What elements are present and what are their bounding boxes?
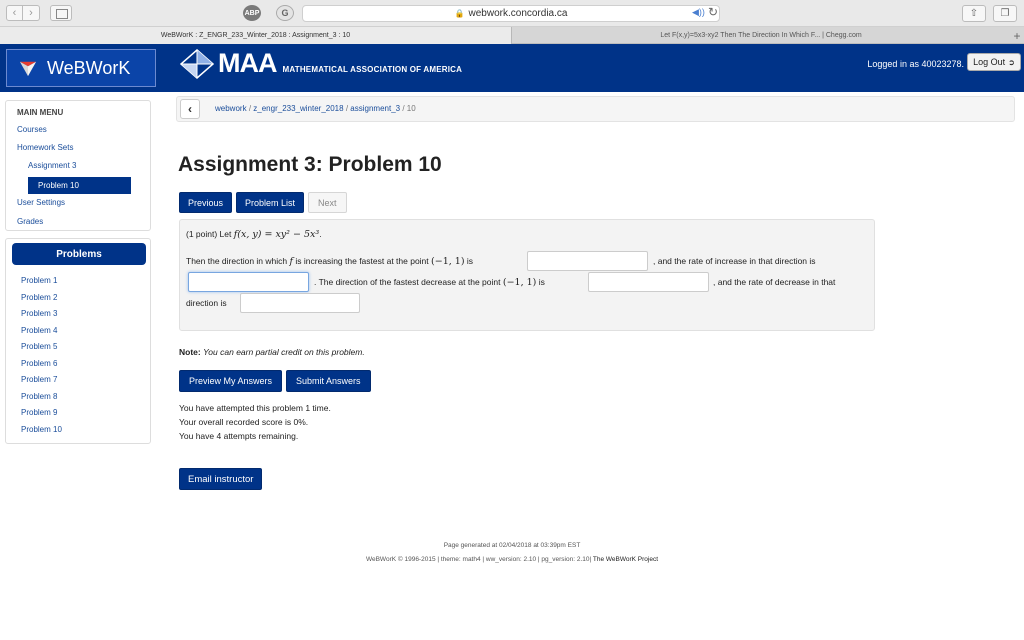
webwork-logo-icon	[19, 59, 37, 77]
problems-header: Problems	[12, 243, 146, 265]
breadcrumb	[176, 96, 1015, 122]
problem-link-4[interactable]: Problem 4	[21, 326, 58, 335]
problem-point: (−1, 1)	[502, 277, 537, 288]
answer-increase-direction[interactable]	[527, 251, 648, 271]
problem-list-button[interactable]: Problem List	[236, 192, 304, 213]
browser-toolbar	[0, 0, 1024, 27]
preview-answers-button[interactable]: Preview My Answers	[179, 370, 282, 392]
maa-logo[interactable]	[180, 48, 462, 79]
page-title: Assignment 3: Problem 10	[178, 153, 442, 176]
footer-copyright	[0, 556, 1024, 563]
site-header	[0, 44, 1024, 92]
new-tab-icon[interactable]: +	[1013, 28, 1021, 43]
problem-text: , and the rate of increase in that direction is	[653, 256, 816, 266]
maa-diamond-icon	[180, 49, 214, 79]
breadcrumb-separator: /	[402, 104, 405, 113]
problem-nav-buttons	[179, 192, 347, 213]
answer-increase-rate[interactable]	[188, 272, 309, 292]
problem-link-5[interactable]: Problem 5	[21, 342, 58, 351]
answer-decrease-rate[interactable]	[240, 293, 360, 313]
main-menu	[5, 100, 151, 231]
history-nav	[6, 5, 40, 21]
tab-overview-icon[interactable]: ❐	[993, 5, 1017, 22]
breadcrumb-webwork[interactable]: webwork	[215, 104, 247, 113]
logout-button[interactable]	[967, 53, 1021, 71]
problem-text: . The direction of the fastest decrease at the point	[314, 277, 501, 287]
menu-item-user-settings[interactable]: User Settings	[17, 198, 66, 207]
webwork-project-link[interactable]: The WeBWorK Project	[592, 556, 659, 563]
brand-name: WeBWorK	[47, 57, 131, 78]
problem-func-symbol: f	[289, 256, 294, 267]
problem-text: is increasing the fastest at the point	[295, 256, 429, 266]
attempts-count: You have attempted this problem 1 time.	[179, 403, 331, 413]
problem-link-7[interactable]: Problem 7	[21, 375, 58, 384]
breadcrumb-separator: /	[248, 104, 252, 113]
problem-link-10[interactable]: Problem 10	[21, 425, 62, 434]
problem-link-3[interactable]: Problem 3	[21, 309, 58, 318]
problem-line-3	[314, 277, 545, 288]
problem-link-9[interactable]: Problem 9	[21, 408, 58, 417]
logout-label: Log Out	[973, 57, 1006, 67]
breadcrumb-current: 10	[406, 104, 416, 113]
breadcrumb-trail	[215, 104, 416, 113]
back-arrow-icon[interactable]: ‹	[6, 5, 23, 21]
maa-full-name: MATHEMATICAL ASSOCIATION OF AMERICA	[282, 65, 463, 74]
breadcrumb-course[interactable]: z_engr_233_winter_2018	[253, 104, 344, 113]
reload-icon[interactable]: ↻	[708, 5, 719, 19]
problem-link-8[interactable]: Problem 8	[21, 392, 58, 401]
problem-point: (−1, 1)	[431, 256, 465, 267]
breadcrumb-separator: /	[345, 104, 349, 113]
menu-item-problem-10[interactable]: Problem 10	[28, 177, 131, 194]
partial-credit-note	[179, 347, 365, 357]
grammarly-extension-icon[interactable]: G	[276, 5, 294, 21]
tab-chegg[interactable]: Let F(x,y)=5x3-xy2 Then The Direction In Which F... | Chegg.com	[660, 32, 862, 39]
problem-link-1[interactable]: Problem 1	[21, 276, 58, 285]
recorded-score: Your overall recorded score is 0%.	[179, 417, 309, 427]
lock-icon: 🔒	[454, 9, 465, 18]
tab-webwork[interactable]: WeBWorK : Z_ENGR_233_Winter_2018 : Assignment_3 : 10	[0, 27, 512, 44]
audio-playing-icon[interactable]: ◀))	[692, 7, 705, 17]
webwork-brand-link[interactable]	[6, 49, 156, 87]
menu-item-homework-sets[interactable]: Homework Sets	[17, 143, 74, 152]
main-menu-title: MAIN MENU	[17, 108, 64, 117]
problem-text: is	[538, 277, 545, 287]
problem-text: direction is	[186, 298, 227, 308]
problem-points: (1 point) Let	[186, 229, 232, 239]
problem-text: , and the rate of decrease in that	[713, 277, 836, 287]
breadcrumb-set[interactable]: assignment_3	[350, 104, 401, 113]
logged-in-status: Logged in as 40023278.	[867, 59, 964, 69]
problem-text: Then the direction in which	[186, 256, 288, 266]
submit-answers-button[interactable]: Submit Answers	[286, 370, 371, 392]
next-button: Next	[308, 192, 347, 213]
problem-statement	[179, 219, 875, 331]
page-generated-time: Page generated at 02/04/2018 at 03:39pm EST	[443, 542, 581, 549]
url-text: webwork.concordia.ca	[468, 8, 568, 19]
footer-version: WeBWorK © 1996-2015 | theme: math4 | ww_version: 2.10 | pg_version: 2.10|	[365, 556, 592, 563]
problem-function: f(x, y) = xy² − 5x³	[233, 229, 320, 240]
address-bar[interactable]	[302, 5, 720, 22]
logout-icon: ➲	[1008, 57, 1015, 67]
problem-line-1: (1 point) Let f(x, y) = xy² − 5x³.	[186, 229, 322, 240]
menu-item-courses[interactable]: Courses	[17, 125, 47, 134]
attempts-remaining: You have 4 attempts remaining.	[179, 431, 299, 441]
maa-acronym: MAA	[218, 48, 277, 78]
problem-text: is	[466, 256, 474, 266]
back-chevron-icon[interactable]: ‹	[180, 99, 200, 119]
menu-item-grades[interactable]: Grades	[17, 217, 44, 226]
answer-decrease-direction[interactable]	[588, 272, 709, 292]
share-icon[interactable]: ⇧	[962, 5, 986, 22]
adblock-extension-icon[interactable]: ABP	[243, 5, 261, 21]
email-instructor-button[interactable]: Email instructor	[179, 468, 262, 490]
note-text: You can earn partial credit on this problem.	[203, 347, 365, 357]
problems-panel	[5, 238, 151, 444]
answer-buttons	[179, 370, 375, 392]
sidebar-toggle-icon[interactable]	[50, 5, 72, 21]
previous-button[interactable]: Previous	[179, 192, 232, 213]
problem-link-6[interactable]: Problem 6	[21, 359, 58, 368]
forward-arrow-icon[interactable]: ›	[23, 5, 40, 21]
tab-bar	[0, 27, 1024, 44]
problem-line-2	[186, 256, 473, 267]
note-label: Note:	[179, 347, 201, 357]
problem-link-2[interactable]: Problem 2	[21, 293, 58, 302]
menu-item-assignment-3[interactable]: Assignment 3	[28, 161, 77, 170]
